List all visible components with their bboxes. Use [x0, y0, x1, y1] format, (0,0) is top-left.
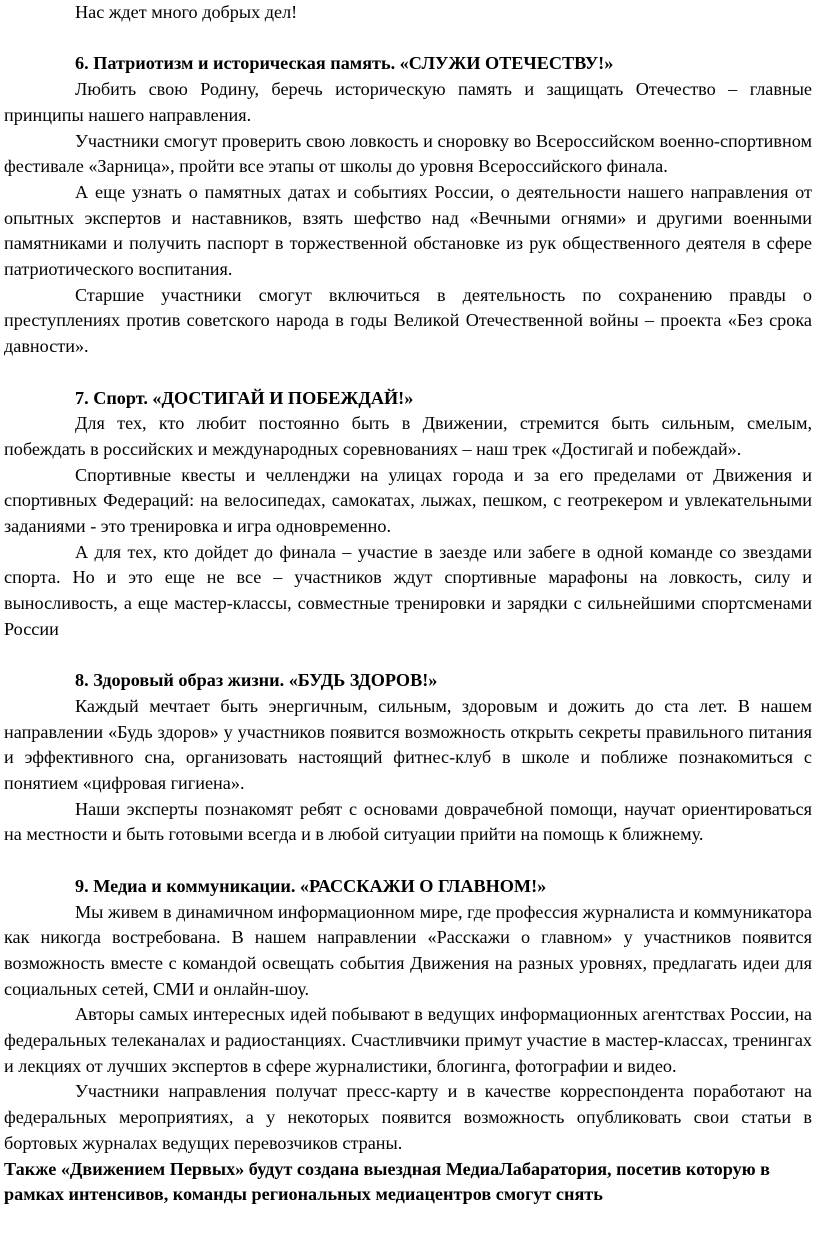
section-7-paragraph: А для тех, кто дойдет до финала – участие в заезде или забеге в одной команде со звездами спорта. Но и это еще не все – участников ждут спортивные марафоны на ловкость, силу и выносливость, а еще мастер-классы, совместные тренировки и зарядки с сильнейшими спортсменами России — [4, 541, 812, 639]
section-6-paragraph: Старшие участники смогут включиться в деятельность по сохранению правды о преступлениях против советского народа в годы Великой Отечественной войны – проекта «Без срока давности». — [4, 284, 812, 357]
section-9-heading: 9. Медиа и коммуникации. «РАССКАЖИ О ГЛАВНОМ!» — [75, 875, 547, 896]
section-8-heading: 8. Здоровый образ жизни. «БУДЬ ЗДОРОВ!» — [75, 670, 438, 691]
intro-line: Нас ждет много добрых дел! — [75, 2, 298, 22]
section-7-heading: 7. Спорт. «ДОСТИГАЙ И ПОБЕЖДАЙ!» — [75, 387, 414, 408]
section-8-paragraph: Наши эксперты познакомят ребят с основами доврачебной помощи, научат ориентироваться на местности и быть готовыми всегда и в любой ситуации прийти на помощь к ближнему. — [4, 798, 812, 845]
closing-bold-paragraph: Также «Движением Первых» будут создана выездная МедиаЛабаратория, посетив которую в рамках интенсивов, команды региональных медиацентров смогут снять — [4, 1158, 770, 1205]
spacer — [0, 360, 816, 386]
section-7-paragraph: Спортивные квесты и челленджи на улицах города и за его пределами от Движения и спортивных Федераций: на велосипедах, самокатах, лыжах, пешком, с геотрекером и увлекательными заданиями - это тренировка и игра одновременно. — [4, 464, 812, 537]
section-9-paragraph: Авторы самых интересных идей побывают в ведущих информационных агентствах России, на федеральных телеканалах и радиостанциях. Счастливчики примут участие в мастер-классах, тренингах и лекциях от лучших экспертов в сфере журналистики, блогинга, фотографии и видео. — [4, 1004, 812, 1076]
section-9-paragraph: Участники направления получат пресс-карту и в качестве корреспондента поработают на федеральных мероприятиях, а у некоторых появится возможность опубликовать свои статьи в бортовых журналах ведущих перевозчиков страны. — [4, 1081, 812, 1153]
section-8-paragraph: Каждый мечтает быть энергичным, сильным, здоровым и дожить до ста лет. В нашем направлении «Будь здоров» у участников появится возможность открыть секреты правильного питания и эффективного сна, организовать настоящий фитнес-клуб в школе и поближе познакомиться с понятием «цифровая гигиена». — [4, 695, 812, 794]
section-7-paragraph: Для тех, кто любит постоянно быть в Движении, стремится быть сильным, смелым, побеждать в российских и международных соревнованиях – наш трек «Достигай и побеждай». — [4, 413, 812, 459]
spacer — [0, 26, 816, 52]
section-9-paragraph: Мы живем в динамичном информационном мире, где профессия журналиста и коммуникатора как никогда востребована. В нашем направлении «Расскажи о главном» у участников появится возможность вместе с командой освещать события Движения на разных уровнях, предлагать идеи для социальных сетей, СМИ и онлайн-шоу. — [4, 901, 812, 999]
section-6-heading: 6. Патриотизм и историческая память. «СЛУЖИ ОТЕЧЕСТВУ!» — [75, 53, 614, 74]
spacer — [0, 848, 816, 874]
section-6-paragraph: Любить свою Родину, беречь историческую память и защищать Отечество – главные принципы нашего направления. — [4, 79, 812, 125]
spacer — [0, 643, 816, 669]
section-6-paragraph: Участники смогут проверить свою ловкость и сноровку во Всероссийском военно-спортивном фестивале «Зарница», пройти все этапы от школы до уровня Всероссийского финала. — [4, 130, 812, 177]
section-6-paragraph: А еще узнать о памятных датах и событиях России, о деятельности нашего направления от опытных экспертов и наставников, взять шефство над «Вечными огнями» и другими военными памятниками и получить паспорт в торжественной обстановке из рук общественного деятеля в сфере патриотического воспитания. — [4, 181, 812, 280]
